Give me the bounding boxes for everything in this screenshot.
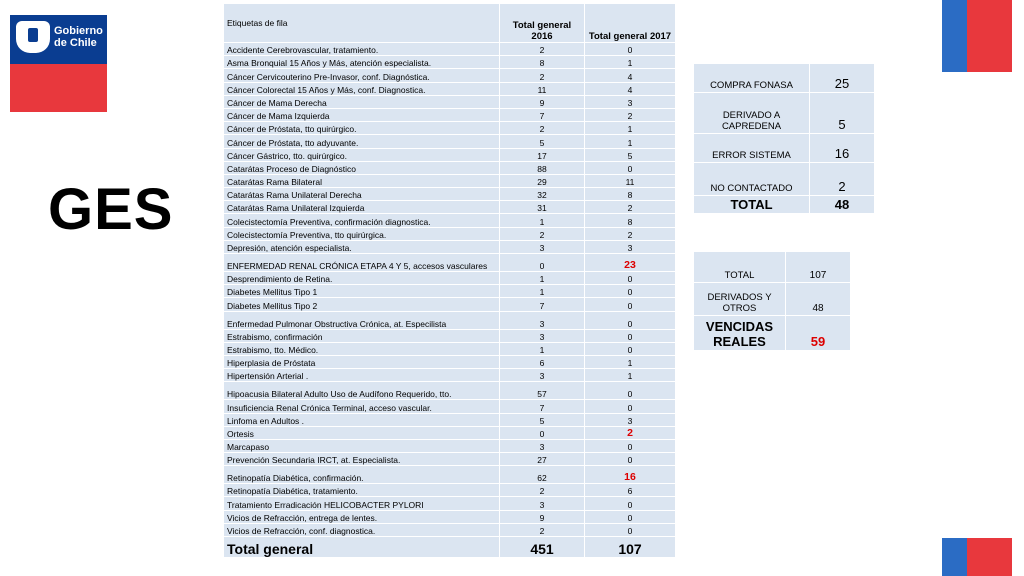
row-value-2016: 3 (500, 240, 585, 253)
summary-row (694, 64, 874, 93)
row-value-2017: 0 (585, 510, 676, 523)
row-value-2017: 8 (585, 214, 676, 227)
row-value-2017: 1 (585, 122, 676, 135)
row-value-2016: 3 (500, 497, 585, 510)
summary-table-vencidas (694, 252, 850, 351)
logo-line-1: Gobierno (54, 25, 103, 37)
row-label: Cáncer Cervicouterino Pre-Invasor, conf. Diagnóstica. (224, 69, 500, 82)
row-label: Depresión, atención especialista. (224, 240, 500, 253)
row-label: Cáncer Gástrico, tto. quirúrgico. (224, 148, 500, 161)
row-value-2017: 16 (585, 466, 676, 484)
derivados-value: 48 (786, 283, 851, 316)
row-value-2017: 2 (585, 201, 676, 214)
row-label: Cáncer Colorectal 15 Años y Más, conf. Diagnostica. (224, 82, 500, 95)
row-label: Catarátas Rama Bilateral (224, 174, 500, 187)
row-value-2016: 29 (500, 174, 585, 187)
row-label: Linfoma en Adultos . (224, 413, 500, 426)
table-row (224, 510, 675, 523)
row-value-2016: 2 (500, 523, 585, 536)
table-header (224, 4, 675, 43)
row-value-2016: 1 (500, 214, 585, 227)
table-row (224, 43, 675, 56)
row-value-2017: 3 (585, 95, 676, 108)
table-row (224, 148, 675, 161)
row-value-2016: 7 (500, 400, 585, 413)
row-label: Desprendimiento de Retina. (224, 272, 500, 285)
row-label: Catarátas Rama Unilateral Izquierda (224, 201, 500, 214)
table-row (224, 439, 675, 452)
vencidas-total-label: TOTAL (694, 252, 786, 283)
row-label: Retinopatía Diabética, confirmación. (224, 466, 500, 484)
row-value-2017: 0 (585, 161, 676, 174)
row-value-2017: 0 (585, 523, 676, 536)
row-label: Estrabismo, tto. Médico. (224, 342, 500, 355)
table-row (224, 69, 675, 82)
row-label: Hiperplasia de Próstata (224, 355, 500, 368)
header-2017: Total general 2017 (585, 4, 676, 43)
table-row (224, 135, 675, 148)
row-value-2017: 2 (585, 108, 676, 121)
table-row (224, 382, 675, 400)
row-value-2016: 88 (500, 161, 585, 174)
row-value-2016: 2 (500, 227, 585, 240)
row-label: Catarátas Rama Unilateral Derecha (224, 188, 500, 201)
table-row (224, 311, 675, 329)
row-value-2016: 1 (500, 342, 585, 355)
summary-value: 2 (810, 163, 875, 196)
summary-total-label: TOTAL (694, 196, 810, 214)
summary-total-row (694, 196, 874, 214)
row-value-2017: 1 (585, 369, 676, 382)
header-2016: Total general 2016 (500, 4, 585, 43)
row-label: Diabetes Mellitus Tipo 2 (224, 298, 500, 311)
table-row (224, 298, 675, 311)
table-row (224, 272, 675, 285)
table-row (224, 82, 675, 95)
summary-row (694, 134, 874, 163)
row-value-2017: 0 (585, 43, 676, 56)
table-row (224, 95, 675, 108)
derivados-label: DERIVADOS Y OTROS (694, 283, 786, 316)
row-label: Cáncer de Mama Derecha (224, 95, 500, 108)
summary-label: NO CONTACTADO (694, 163, 810, 196)
row-label: Vicios de Refracción, conf. diagnostica. (224, 523, 500, 536)
row-label: Tratamiento Erradicación HELICOBACTER PYLORI (224, 497, 500, 510)
table-row (224, 426, 675, 439)
vencidas-reales-label: VENCIDAS REALES (694, 316, 786, 351)
row-value-2017: 0 (585, 298, 676, 311)
summary-label: COMPRA FONASA (694, 64, 810, 93)
flag-stripe-top (942, 0, 1012, 72)
row-value-2017: 0 (585, 382, 676, 400)
table-row (224, 161, 675, 174)
coat-of-arms-icon (16, 21, 50, 53)
row-value-2016: 31 (500, 201, 585, 214)
row-value-2017: 0 (585, 285, 676, 298)
row-value-2017: 8 (585, 188, 676, 201)
vencidas-reales-row (694, 316, 850, 351)
row-label: Ortesis (224, 426, 500, 439)
gobierno-de-chile-logo (10, 15, 107, 112)
row-value-2017: 3 (585, 413, 676, 426)
row-value-2016: 2 (500, 484, 585, 497)
table-row (224, 56, 675, 69)
table-row (224, 413, 675, 426)
vencidas-reales-value: 59 (786, 316, 851, 351)
table-row (224, 108, 675, 121)
row-label: Estrabismo, confirmación (224, 329, 500, 342)
row-value-2016: 2 (500, 43, 585, 56)
row-label: Hipertensión Arterial . (224, 369, 500, 382)
row-value-2016: 32 (500, 188, 585, 201)
row-value-2017: 0 (585, 453, 676, 466)
row-value-2016: 2 (500, 69, 585, 82)
row-value-2016: 9 (500, 95, 585, 108)
total-2016: 451 (500, 537, 585, 558)
row-label: Accidente Cerebrovascular, tratamiento. (224, 43, 500, 56)
table-row (224, 484, 675, 497)
row-value-2017: 0 (585, 329, 676, 342)
row-value-2017: 0 (585, 342, 676, 355)
row-label: Catarátas Proceso de Diagnóstico (224, 161, 500, 174)
row-value-2016: 3 (500, 329, 585, 342)
total-2017: 107 (585, 537, 676, 558)
row-value-2016: 27 (500, 453, 585, 466)
table-row (224, 240, 675, 253)
table-row (224, 342, 675, 355)
row-label: Colecistectomía Preventiva, tto quirúrgica. (224, 227, 500, 240)
row-value-2017: 0 (585, 400, 676, 413)
row-value-2017: 3 (585, 240, 676, 253)
row-label: Cáncer de Próstata, tto adyuvante. (224, 135, 500, 148)
vencidas-total-value: 107 (786, 252, 851, 283)
row-value-2016: 5 (500, 135, 585, 148)
table-row (224, 188, 675, 201)
logo-line-2: de Chile (54, 37, 97, 49)
summary-row (694, 163, 874, 196)
row-label: Marcapaso (224, 439, 500, 452)
table-row (224, 466, 675, 484)
row-value-2016: 2 (500, 122, 585, 135)
table-row (224, 174, 675, 187)
row-value-2016: 57 (500, 382, 585, 400)
row-value-2016: 5 (500, 413, 585, 426)
row-value-2016: 17 (500, 148, 585, 161)
summary-row (694, 93, 874, 134)
row-value-2016: 0 (500, 254, 585, 272)
table-row (224, 201, 675, 214)
row-label: Prevención Secundaria IRCT, at. Especialista. (224, 453, 500, 466)
row-label: Cáncer de Mama Izquierda (224, 108, 500, 121)
summary-label: DERIVADO A CAPREDENA (694, 93, 810, 134)
row-value-2017: 2 (585, 426, 676, 439)
row-label: Cáncer de Próstata, tto quirúrgico. (224, 122, 500, 135)
row-value-2017: 6 (585, 484, 676, 497)
summary-table-derivations (694, 64, 874, 214)
row-label: Insuficiencia Renal Crónica Terminal, acceso vascular. (224, 400, 500, 413)
table-row (224, 214, 675, 227)
table-row (224, 122, 675, 135)
row-label: Retinopatía Diabética, tratamiento. (224, 484, 500, 497)
row-value-2016: 8 (500, 56, 585, 69)
row-value-2016: 1 (500, 285, 585, 298)
row-value-2017: 0 (585, 311, 676, 329)
row-value-2017: 4 (585, 69, 676, 82)
table-row (224, 285, 675, 298)
table-row (224, 355, 675, 368)
row-value-2016: 11 (500, 82, 585, 95)
ges-table (224, 4, 675, 558)
row-label: Asma Bronquial 15 Años y Más, atención especialista. (224, 56, 500, 69)
row-value-2016: 1 (500, 272, 585, 285)
vencidas-total-row (694, 252, 850, 283)
total-label: Total general (224, 537, 500, 558)
row-value-2017: 4 (585, 82, 676, 95)
table-row (224, 400, 675, 413)
row-value-2017: 1 (585, 56, 676, 69)
row-value-2017: 5 (585, 148, 676, 161)
row-value-2016: 0 (500, 426, 585, 439)
summary-value: 25 (810, 64, 875, 93)
row-value-2017: 0 (585, 272, 676, 285)
page-title: GES (48, 177, 174, 242)
row-value-2016: 6 (500, 355, 585, 368)
total-row (224, 537, 675, 558)
row-value-2016: 3 (500, 439, 585, 452)
row-value-2016: 9 (500, 510, 585, 523)
row-label: Hipoacusia Bilateral Adulto Uso de Audífono Requerido, tto. (224, 382, 500, 400)
row-value-2017: 1 (585, 355, 676, 368)
table-row (224, 369, 675, 382)
row-value-2017: 0 (585, 439, 676, 452)
row-label: Colecistectomía Preventiva, confirmación diagnostica. (224, 214, 500, 227)
summary-label: ERROR SISTEMA (694, 134, 810, 163)
derivados-row (694, 283, 850, 316)
flag-stripe-bottom (942, 538, 1012, 576)
row-label: ENFERMEDAD RENAL CRÓNICA ETAPA 4 Y 5, accesos vasculares (224, 254, 500, 272)
table-row (224, 453, 675, 466)
table-row (224, 329, 675, 342)
row-value-2017: 1 (585, 135, 676, 148)
table-row (224, 497, 675, 510)
row-value-2016: 3 (500, 311, 585, 329)
row-value-2017: 0 (585, 497, 676, 510)
row-value-2017: 23 (585, 254, 676, 272)
row-value-2016: 62 (500, 466, 585, 484)
table-row (224, 227, 675, 240)
summary-total-value: 48 (810, 196, 875, 214)
row-value-2016: 7 (500, 298, 585, 311)
table-row (224, 254, 675, 272)
row-label: Diabetes Mellitus Tipo 1 (224, 285, 500, 298)
summary-value: 5 (810, 93, 875, 134)
table-row (224, 523, 675, 536)
row-value-2016: 3 (500, 369, 585, 382)
summary-value: 16 (810, 134, 875, 163)
row-label: Vicios de Refracción, entrega de lentes. (224, 510, 500, 523)
row-label: Enfermedad Pulmonar Obstructiva Crónica, at. Especilista (224, 311, 500, 329)
row-value-2016: 7 (500, 108, 585, 121)
row-value-2017: 2 (585, 227, 676, 240)
row-value-2017: 11 (585, 174, 676, 187)
header-label: Etiquetas de fila (224, 4, 500, 43)
